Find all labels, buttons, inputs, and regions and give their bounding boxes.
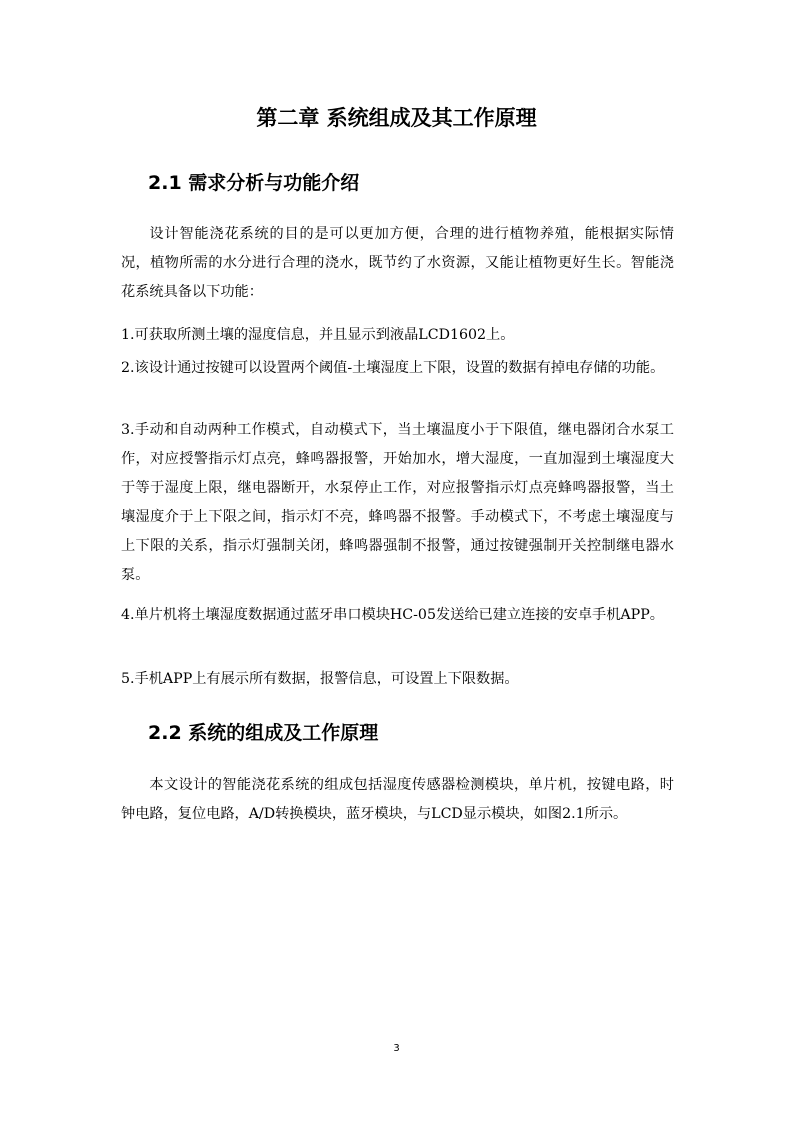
section-title-2-1: 2.1 需求分析与功能介绍 bbox=[148, 172, 360, 194]
section-2-1-intro-paragraph: 设计智能浇花系统的目的是可以更加方便，合理的进行植物养殖，能根据实际情况，植物所需的水分进行合理的浇水，既节约了水资源，又能让植物更好生长。智能浇花系统具备以下功能： bbox=[121, 226, 674, 300]
section-2-2-body-paragraph: 本文设计的智能浇花系统的组成包括湿度传感器检测模块，单片机，按键电路，时钟电路，复位电路，A/D转换模块，蓝牙模块，与LCD显示模块，如图2.1所示。 bbox=[121, 777, 674, 822]
section-title-2-2: 2.2 系统的组成及工作原理 bbox=[148, 722, 379, 744]
page-number: 3 bbox=[393, 1043, 400, 1054]
feature-item-2: 2.该设计通过按键可以设置两个阈值-土壤湿度上下限，设置的数据有掉电存储的功能。 bbox=[121, 360, 665, 376]
feature-item-4: 4.单片机将土壤湿度数据通过蓝牙串口模块HC-05发送给已建立连接的安卓手机APP。 bbox=[121, 607, 664, 623]
feature-item-5: 5.手机APP上有展示所有数据，报警信息，可设置上下限数据。 bbox=[121, 671, 519, 687]
feature-item-3: 3.手动和自动两种工作模式，自动模式下，当土壤温度小于下限值，继电器闭合水泵工作，对应授警指示灯点亮，蜂鸣器报警，开始加水，增大湿度，一直加湿到土壤湿度大于等于湿度上限，继电器断开，水泵停止工作，对应报警指示灯点亮蜂鸣器报警，当土壤湿度介于上下限之间，指示灯不亮，蜂鸣器不报警。手动模式下，不考虑土壤湿度与上下限的关系，指示灯强制关闭，蜂鸣器强制不报警，通过按键强制开关控制继电器水泵。 bbox=[121, 422, 674, 583]
feature-item-1: 1.可获取所测土壤的湿度信息，并且显示到液晶LCD1602上。 bbox=[121, 327, 515, 343]
chapter-title: 第二章 系统组成及其工作原理 bbox=[256, 106, 537, 130]
